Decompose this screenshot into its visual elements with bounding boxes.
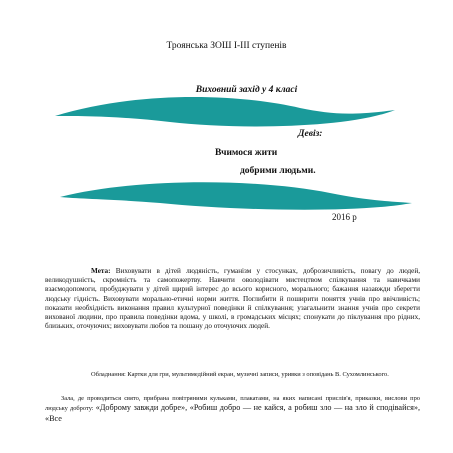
year: 2016 р — [332, 212, 357, 222]
hall-paragraph — [45, 395, 420, 424]
goal-label: Мета: — [91, 267, 111, 275]
goal-text: Виховувати в дітей людяність, гуманізм у стосунках, доброзичливість, повагу до людей, великодушність, скромність та самопожертву. Навчити оволодівати мистецтвом спілкування та навичками взаємодопомоги, пробуджувати у дітей щирий інтерес до всього корисного, морального; бажання назавжди зберегти людську гідність. Виховувати морально-етичні норми життя. Поглибити й поширити поняття учнів про ввічливість; показати необхідність виконання правил культурної поведінки й спілкування; узагальнити знання учнів про секрети вихованої людини, про правила поведінки вдома, у школі, в громадських місцях; спонукати до піклування про рідних, близьких, оточуючих; виховувати любов та пошану до оточуючих людей. — [45, 267, 420, 331]
motto-line-1: Вчимося жити — [215, 148, 278, 158]
decorative-wave-bottom — [0, 181, 453, 215]
hall-proverbs: «Доброму завжди добре», «Робиш добро — не кайся, а робиш зло — на зло й сподівайся», «Все — [45, 403, 420, 423]
hall-text: Зала, де проводиться свято, прибрана повітряними кульками, плакатами, на яких написані прислів'я, приказки, вислови про людську доброту: — [45, 395, 420, 413]
goal-paragraph — [45, 267, 420, 331]
decorative-wave-top — [0, 96, 453, 132]
school-name: Троянська ЗОШ І-ІІІ ступенів — [166, 41, 287, 51]
event-title: Виховний захід у 4 класі — [195, 85, 298, 95]
motto-line-2: добрими людьми. — [240, 166, 316, 176]
motto-label: Девіз: — [298, 129, 323, 139]
equipment-paragraph: Обладнання: Картки для гри, мультимедійний екран, музичні записи, уривки з оповідань В. Сухомлинського. — [91, 371, 389, 378]
